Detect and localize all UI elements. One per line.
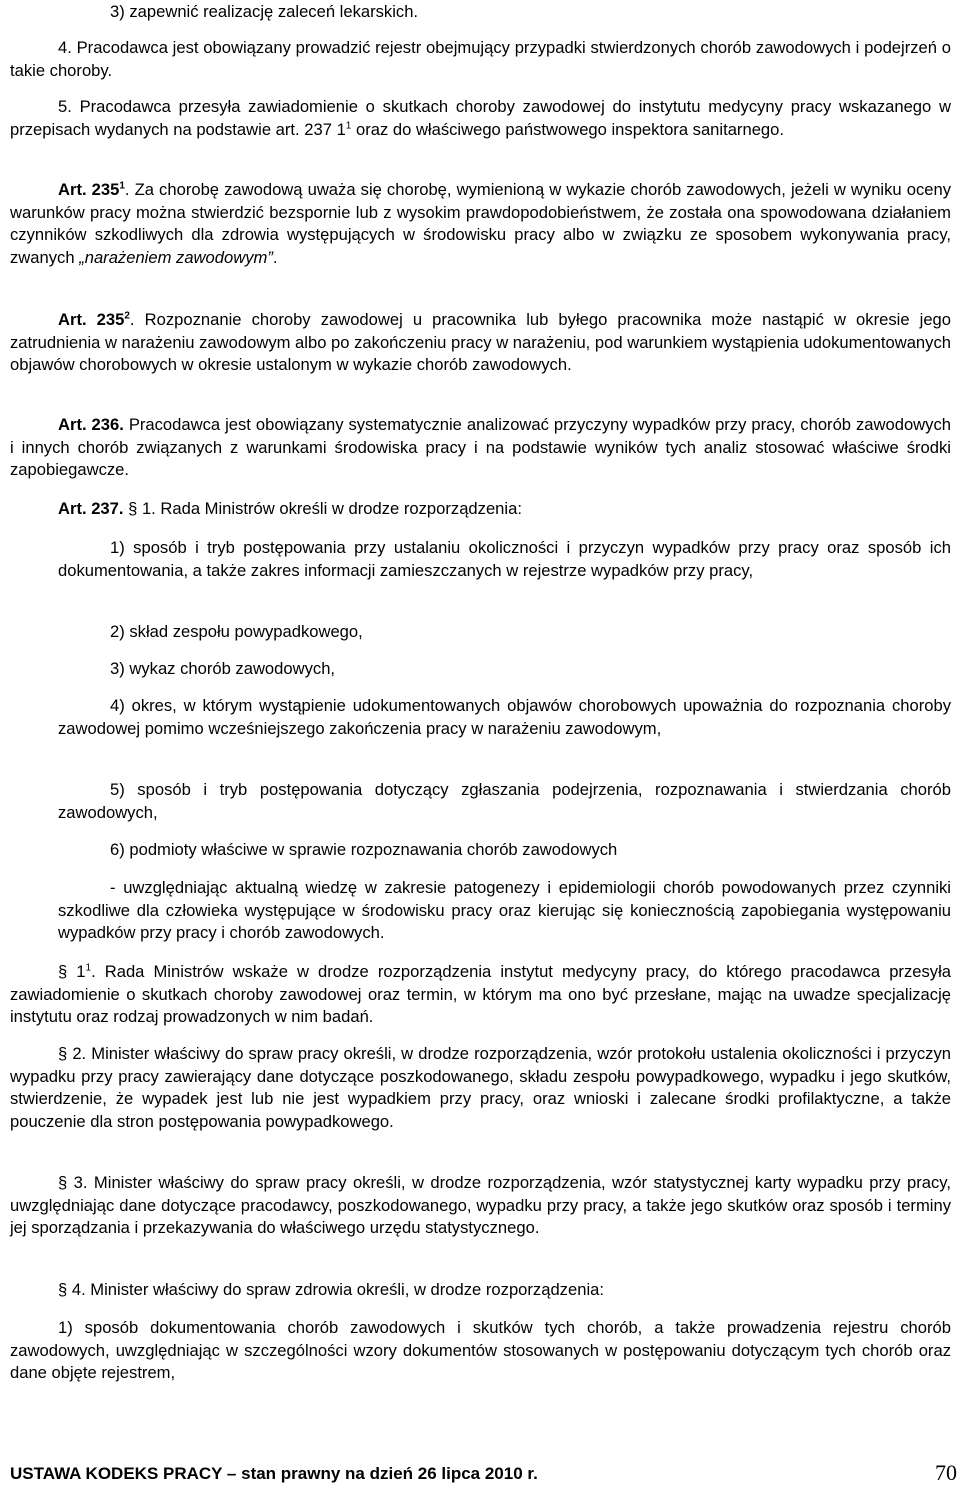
page-footer [10, 1460, 957, 1486]
paragraph-zalecenia: 3) zapewnić realizację zaleceń lekarskich. [110, 2, 419, 21]
footer-title: USTAWA KODEKS PRACY – stan prawny na dzień 26 lipca 2010 r. [10, 1464, 538, 1483]
article-236: Art. 236. Pracodawca jest obowiązany systematycznie analizować przyczyny wypadków przy pracy, chorób zawodowych i innych chorób związanych z warunkami środowiska pracy i na podstawie wyników tych analiz stosować właściwe środki zapobiegawcze. [10, 415, 951, 480]
paragraph-zawiadomienie: 5. Pracodawca przesyła zawiadomienie o skutkach choroby zawodowej do instytutu medycyny pracy wskazanego w przepisach wydanych na podstawie art. 237 $1^1$ oraz do właściwego państwowego inspektora sanitarnego. [10, 97, 951, 139]
section-4: § 4. Minister właściwy do spraw zdrowia określi, w drodze rozporządzenia: [58, 1280, 604, 1299]
list-item-4: 4) okres, w którym wystąpienie udokumentowanych objawów chorobowych upoważnia do rozpoznania choroby zawodowej pomimo wcześniejszego zakończenia pracy w narażeniu zawodowym, [58, 696, 951, 738]
article-237: Art. 237. § 1. Rada Ministrów określi w drodze rozporządzenia: [58, 499, 522, 518]
article-label: Art. 235 [58, 180, 120, 199]
list-item-6: 6) podmioty właściwe w sprawie rozpoznawania chorób zawodowych [110, 840, 618, 859]
section-4-item-1: 1) sposób dokumentowania chorób zawodowych i skutków tych chorób, a także prowadzenia rejestru chorób zawodowych, uwzględniając w szczególności wzory dokumentów stosowanych w postępowaniu dotyczącym tych chorób oraz dane objęte rejestrem, [10, 1318, 951, 1383]
list-item-1: 1) sposób i tryb postępowania przy ustalaniu okoliczności i przyczyn wypadków przy pracy oraz sposób ich dokumentowania, a także zakres informacji zamieszczanych w rejestrze wypadków przy pracy, [58, 538, 951, 580]
article-label: Art. 235 [58, 310, 125, 329]
list-item-3: 3) wykaz chorób zawodowych, [110, 659, 336, 678]
article-235-2: Art. $235^2$. Rozpoznanie choroby zawodowej u pracownika lub byłego pracownika może nastąpić w okresie jego zatrudnienia w narażeniu zawodowym albo po zakończeniu pracy w narażeniu, pod warunkiem wystąpienia udokumentowanych objawów chorobowych w okresie ustalonym w wykazie chorób zawodowych. [10, 310, 952, 375]
paragraph-rejestr: 4. Pracodawca jest obowiązany prowadzić rejestr obejmujący przypadki stwierdzonych chorób zawodowych i podejrzeń o takie choroby. [10, 38, 951, 80]
list-item-2: 2) skład zespołu powypadkowego, [110, 622, 363, 641]
article-label: Art. 236. [58, 415, 124, 434]
defined-term: „narażeniem zawodowym” [79, 247, 273, 267]
list-item-5: 5) sposób i tryb postępowania dotyczący zgłaszania podejrzenia, rozpoznawania i stwierdzania chorób zawodowych, [58, 780, 951, 822]
article-label: Art. 237. [58, 499, 124, 518]
considering-clause: - uwzględniając aktualną wiedzę w zakresie patogenezy i epidemiologii chorób powodowanych przez czynniki szkodliwe dla człowieka występujące w środowisku pracy oraz kierując się koniecznością zapobiegania występowaniu wypadków przy pracy i chorób zawodowych. [58, 878, 951, 943]
section-1-1: § $1^1$. Rada Ministrów wskaże w drodze rozporządzenia instytut medycyny pracy, do którego pracodawca przesyła zawiadomienie o skutkach choroby zawodowej oraz termin, w którym ma ono być przesłane, mając na uwadze specjalizację instytutu oraz rodzaj prowadzonych w nim badań. [10, 962, 951, 1027]
section-2: § 2. Minister właściwy do spraw pracy określi, w drodze rozporządzenia, wzór protokołu ustalenia okoliczności i przyczyn wypadku przy pracy zawierający dane dotyczące poszkodowanego, składu zespołu powypadkowego, wypadku i jego skutków, stwierdzenie, że wypadek jest lub nie jest wypadkiem przy pracy, oraz wnioski i zalecane środki profilaktyczne, a także pouczenie dla stron postępowania powypadkowego. [10, 1044, 951, 1131]
page-number: 70 [935, 1460, 957, 1485]
section-3: § 3. Minister właściwy do spraw pracy określi, w drodze rozporządzenia, wzór statystycznej karty wypadku przy pracy, uwzględniając dane dotyczące pracodawcy, poszkodowanego, wypadku przy pracy, a także jego skutków oraz sposób i terminy jej sporządzania i przekazywania do właściwego urzędu statystycznego. [10, 1173, 951, 1238]
article-235-1: Art. $235^1$. Za chorobę zawodową uważa się chorobę, wymienioną w wykazie chorób zawodowych, jeżeli w wyniku oceny warunków pracy można stwierdzić bezspornie lub z wysokim prawdopodobieństwem, że została ona spowodowana działaniem czynników szkodliwych dla zdrowia występujących w środowisku pracy albo w związku ze sposobem wykonywania pracy, zwanych „narażeniem zawodowym”. [10, 180, 952, 267]
